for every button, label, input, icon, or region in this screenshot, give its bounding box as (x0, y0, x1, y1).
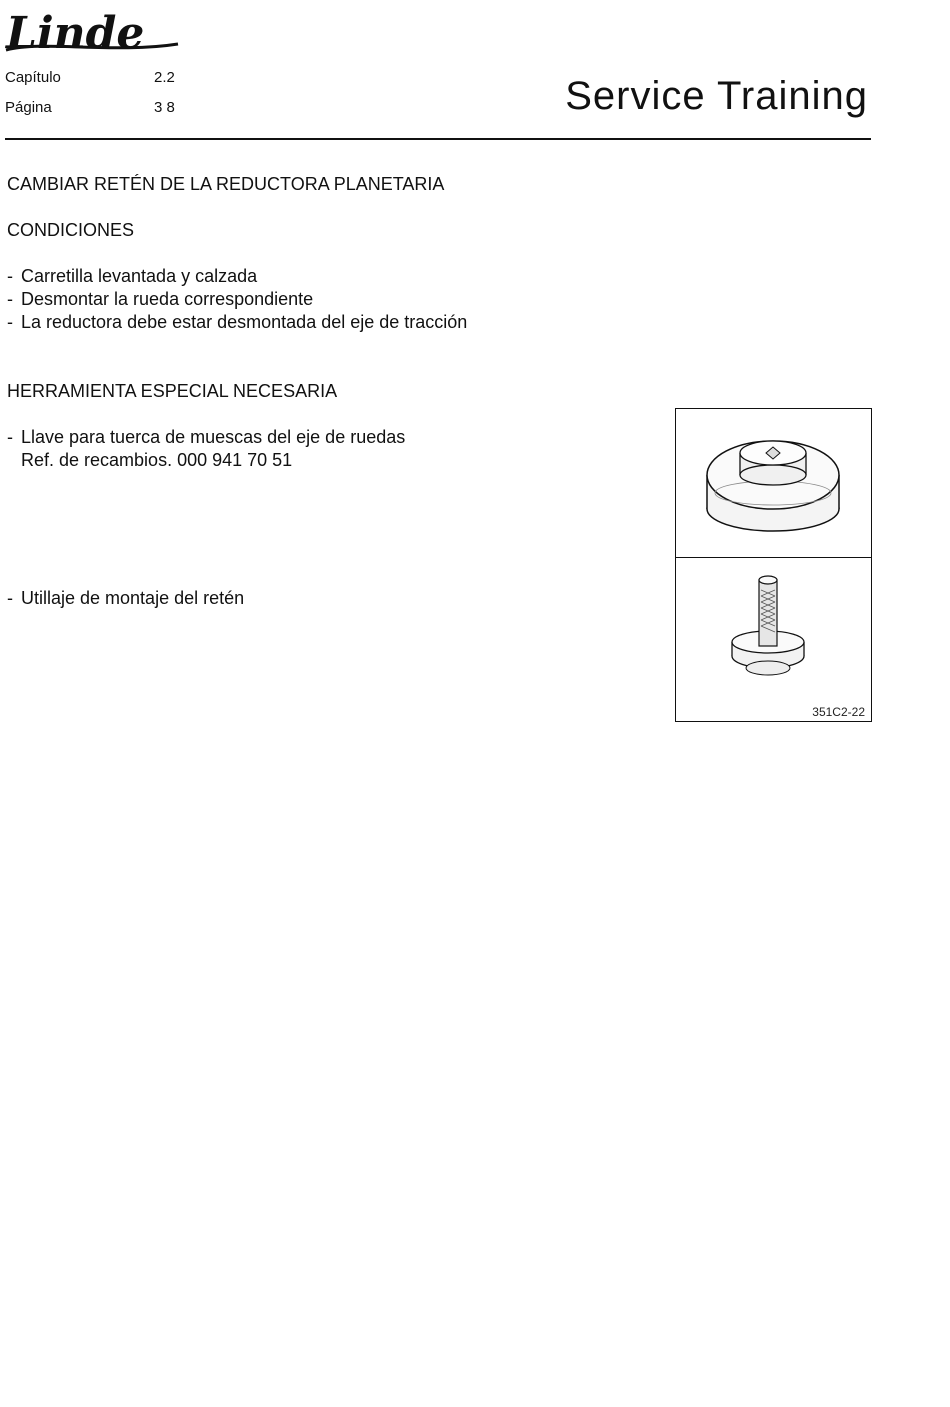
svg-text:Linde: Linde (6, 8, 145, 54)
list-item-text: La reductora debe estar desmontada del eje de tracción (21, 312, 468, 332)
figure-wrench (675, 408, 872, 558)
chapter-value: 2.2 (154, 69, 175, 86)
section-heading: CAMBIAR RETÉN DE LA REDUCTORA PLANETARIA (7, 174, 445, 194)
wrench-illustration (676, 409, 871, 558)
seal-tool-illustration (676, 558, 871, 721)
page-label: Página (5, 99, 52, 116)
tools-heading: HERRAMIENTA ESPECIAL NECESARIA (7, 381, 338, 401)
conditions-heading: CONDICIONES (7, 220, 135, 240)
figure-code: 351C2-22 (812, 705, 865, 719)
list-item-text: Desmontar la rueda correspondiente (21, 289, 314, 309)
list-item-text: Carretilla levantada y calzada (21, 266, 258, 286)
list-item: - Desmontar la rueda correspondiente (7, 289, 314, 309)
list-item-text: Utillaje de montaje del retén (21, 588, 245, 608)
list-item: - Carretilla levantada y calzada (7, 266, 258, 286)
chapter-label: Capítulo (5, 69, 61, 86)
part-reference: Ref. de recambios. 000 941 70 51 (21, 450, 293, 470)
list-item-text: Llave para tuerca de muescas del eje de ruedas (21, 427, 406, 447)
list-item: - La reductora debe estar desmontada del eje de tracción (7, 312, 468, 332)
list-item: - Utillaje de montaje del retén (7, 588, 245, 608)
page-value: 3 8 (154, 99, 175, 116)
list-item: - Llave para tuerca de muescas del eje de ruedas (7, 427, 406, 447)
header-divider (5, 138, 871, 140)
page-title: Service Training (565, 74, 868, 118)
list-item-ref (7, 450, 292, 471)
linde-logo (4, 4, 180, 54)
figure-seal-tool (675, 557, 872, 722)
